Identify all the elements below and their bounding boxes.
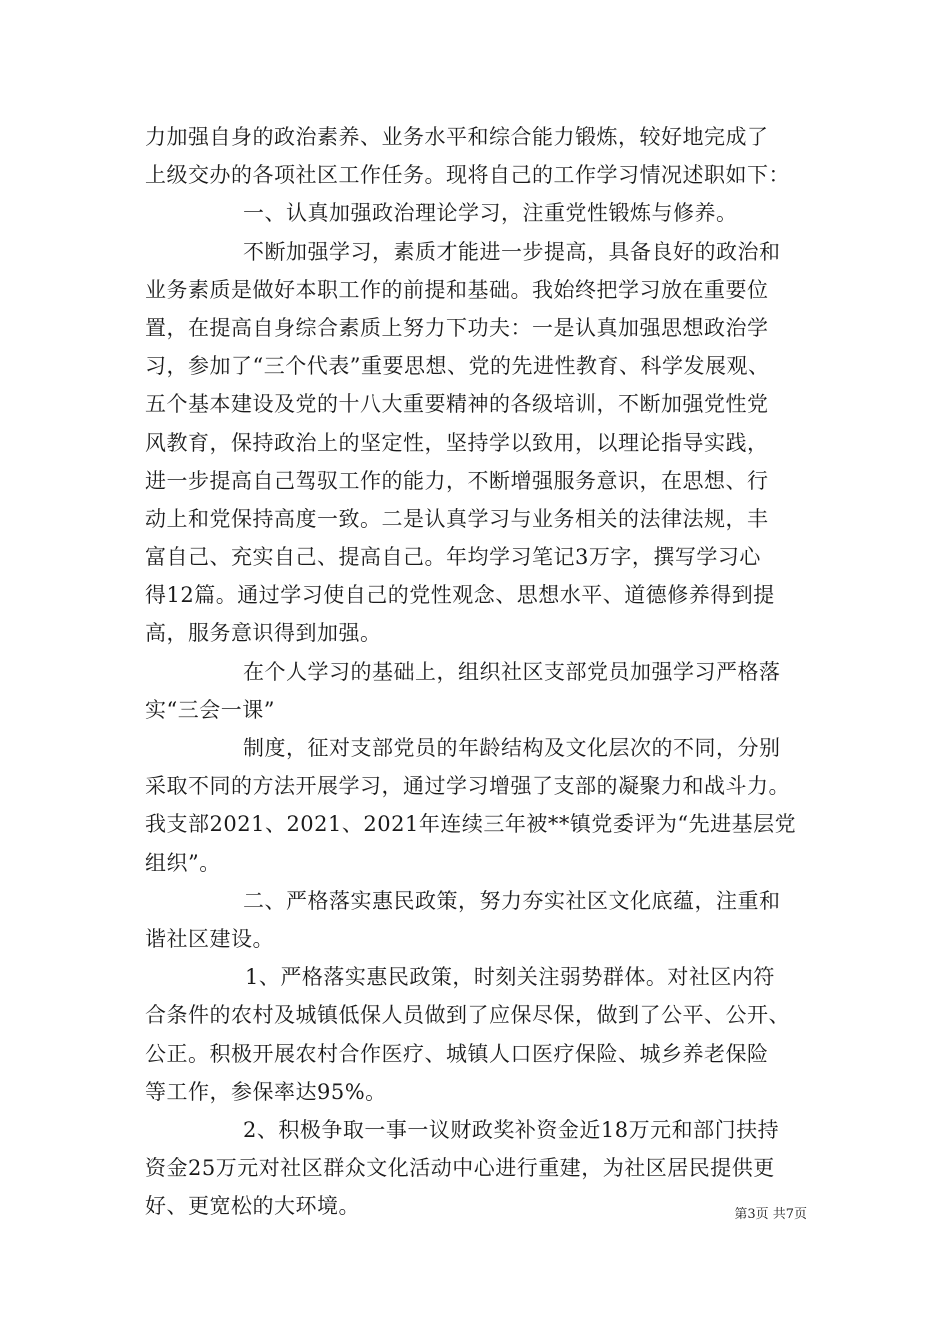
text-line: 我支部2021、2021、2021年连续三年被**镇党委评为“先进基层党 — [145, 812, 797, 837]
text-line: 置，在提高自身综合素质上努力下功夫：一是认真加强思想政治学 — [145, 315, 769, 340]
text-line: 制度，征对支部党员的年龄结构及文化层次的不同，分别 — [243, 736, 781, 760]
document-body — [145, 118, 815, 1225]
text-line: 公正。积极开展农村合作医疗、城镇人口医疗保险、城乡养老保险 — [145, 1041, 769, 1066]
text-line: 不断加强学习，素质才能进一步提高，具备良好的政治和 — [243, 239, 781, 264]
text-line: 高，服务意识得到加强。 — [145, 621, 382, 646]
text-line: 五个基本建设及党的十八大重要精神的各级培训，不断加强党性党 — [145, 392, 769, 417]
text-line: 在个人学习的基础上，组织社区支部党员加强学习严格落 — [243, 659, 781, 684]
text-line: 等工作，参保率达95%。 — [145, 1079, 387, 1104]
text-line: 好、更宽松的大环境。 — [145, 1194, 360, 1219]
text-line: 习，参加了“三个代表”重要思想、党的先进性教育、科学发展观、 — [145, 354, 770, 379]
text-line: 得12篇。通过学习使自己的党性观念、思想水平、道德修养得到提 — [145, 583, 775, 608]
text-line: 上级交办的各项社区工作任务。现将自己的工作学习情况述职如下： — [145, 163, 790, 188]
section-heading: 一、认真加强政治理论学习，注重党性锻炼与修养。 — [243, 201, 738, 226]
text-line: 力加强自身的政治素养、业务水平和综合能力锻炼，较好地完成了 — [145, 125, 769, 149]
text-line: 业务素质是做好本职工作的前提和基础。我始终把学习放在重要位 — [145, 277, 769, 302]
section-heading: 二、严格落实惠民政策，努力夯实社区文化底蕴，注重和 — [243, 888, 781, 913]
text-line: 富自己、充实自己、提高自己。年均学习笔记3万字，撰写学习心 — [145, 545, 761, 570]
page-number: 第3页 共7页 — [734, 1207, 807, 1222]
text-line: 风教育，保持政治上的坚定性，坚持学以致用，以理论指导实践， — [145, 430, 769, 455]
text-line: 采取不同的方法开展学习，通过学习增强了支部的凝聚力和战斗力。 — [145, 774, 790, 799]
text-line: 实“三会一课” — [145, 697, 275, 722]
section-heading: 谐社区建设。 — [145, 926, 274, 951]
text-line: 1、严格落实惠民政策，时刻关注弱势群体。对社区内符 — [245, 965, 775, 990]
text-line: 2、积极争取一事一议财政奖补资金近18万元和部门扶持 — [243, 1117, 780, 1142]
text-line: 资金25万元对社区群众文化活动中心进行重建，为社区居民提供更 — [145, 1156, 775, 1181]
text-line: 组织”。 — [145, 850, 221, 875]
text-line: 进一步提高自己驾驭工作的能力，不断增强服务意识，在思想、行 — [145, 468, 769, 493]
text-line: 动上和党保持高度一致。二是认真学习与业务相关的法律法规，丰 — [145, 506, 769, 531]
text-line: 合条件的农村及城镇低保人员做到了应保尽保，做到了公平、公开、 — [145, 1003, 790, 1028]
